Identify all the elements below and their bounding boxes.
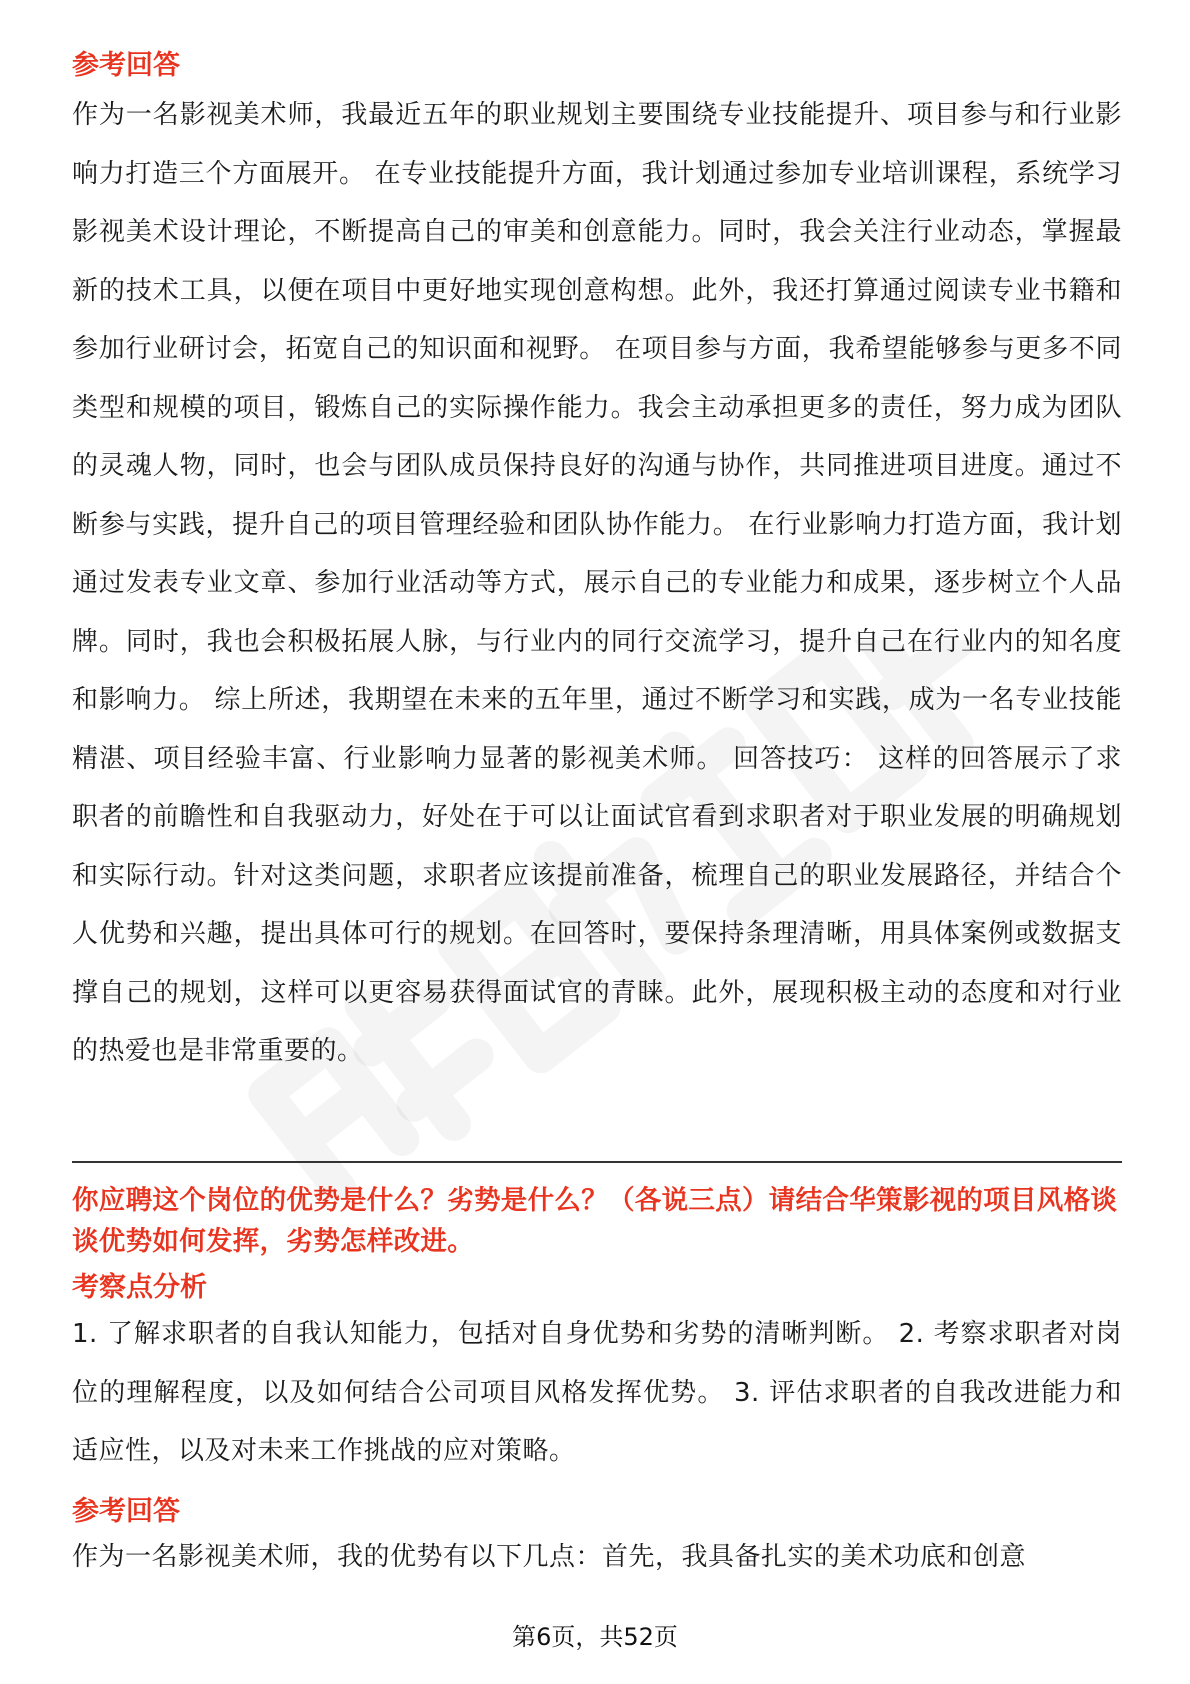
interview-question: 你应聘这个岗位的优势是什么？劣势是什么？（各说三点）请结合华策影视的项目风格谈谈优势如何发挥，劣势怎样改进。	[72, 1185, 1118, 1257]
answer-heading: 参考回答	[72, 50, 180, 81]
analysis-body: 1. 了解求职者的自我认知能力，包括对自身优势和劣势的清晰判断。 2. 考察求职者对岗位的理解程度，以及如何结合公司项目风格发挥优势。 3. 评估求职者的自我改进能力和适应性，以及对未来工作挑战的应对策略。	[72, 1319, 1122, 1466]
page-number: 第6页，共52页	[512, 1623, 678, 1651]
section-divider	[72, 1161, 1122, 1163]
answer-heading-2: 参考回答	[72, 1496, 180, 1527]
analysis-heading: 考察点分析	[72, 1272, 207, 1303]
answer-body: 作为一名影视美术师，我最近五年的职业规划主要围绕专业技能提升、项目参与和行业影响力打造三个方面展开。 在专业技能提升方面，我计划通过参加专业培训课程，系统学习影视美术设计理论，不断提高自己的审美和创意能力。同时，我会关注行业动态，掌握最新的技术工具，以便在项目中更好地实现创意构想。此外，我还打算通过阅读专业书籍和参加行业研讨会，拓宽自己的知识面和视野。 在项目参与方面，我希望能够参与更多不同类型和规模的项目，锻炼自己的实际操作能力。我会主动承担更多的责任，努力成为团队的灵魂人物，同时，也会与团队成员保持良好的沟通与协作，共同推进项目进度。通过不断参与实践，提升自己的项目管理经验和团队协作能力。 在行业影响力打造方面，我计划通过发表专业文章、参加行业活动等方式，展示自己的专业能力和成果，逐步树立个人品牌。同时，我也会积极拓展人脉，与行业内的同行交流学习，提升自己在行业内的知名度和影响力。 综上所述，我期望在未来的五年里，通过不断学习和实践，成为一名专业技能精湛、项目经验丰富、行业影响力显著的影视美术师。 回答技巧： 这样的回答展示了求职者的前瞻性和自我驱动力，好处在于可以让面试官看到求职者对于职业发展的明确规划和实际行动。针对这类问题，求职者应该提前准备，梳理自己的职业发展路径，并结合个人优势和兴趣，提出具体可行的规划。在回答时，要保持条理清晰，用具体案例或数据支撑自己的规划，这样可以更容易获得面试官的青睐。此外，展现积极主动的态度和对行业的热爱也是非常重要的。	[72, 100, 1122, 1066]
answer-body-2: 作为一名影视美术师，我的优势有以下几点：首先，我具备扎实的美术功底和创意	[72, 1542, 1027, 1572]
